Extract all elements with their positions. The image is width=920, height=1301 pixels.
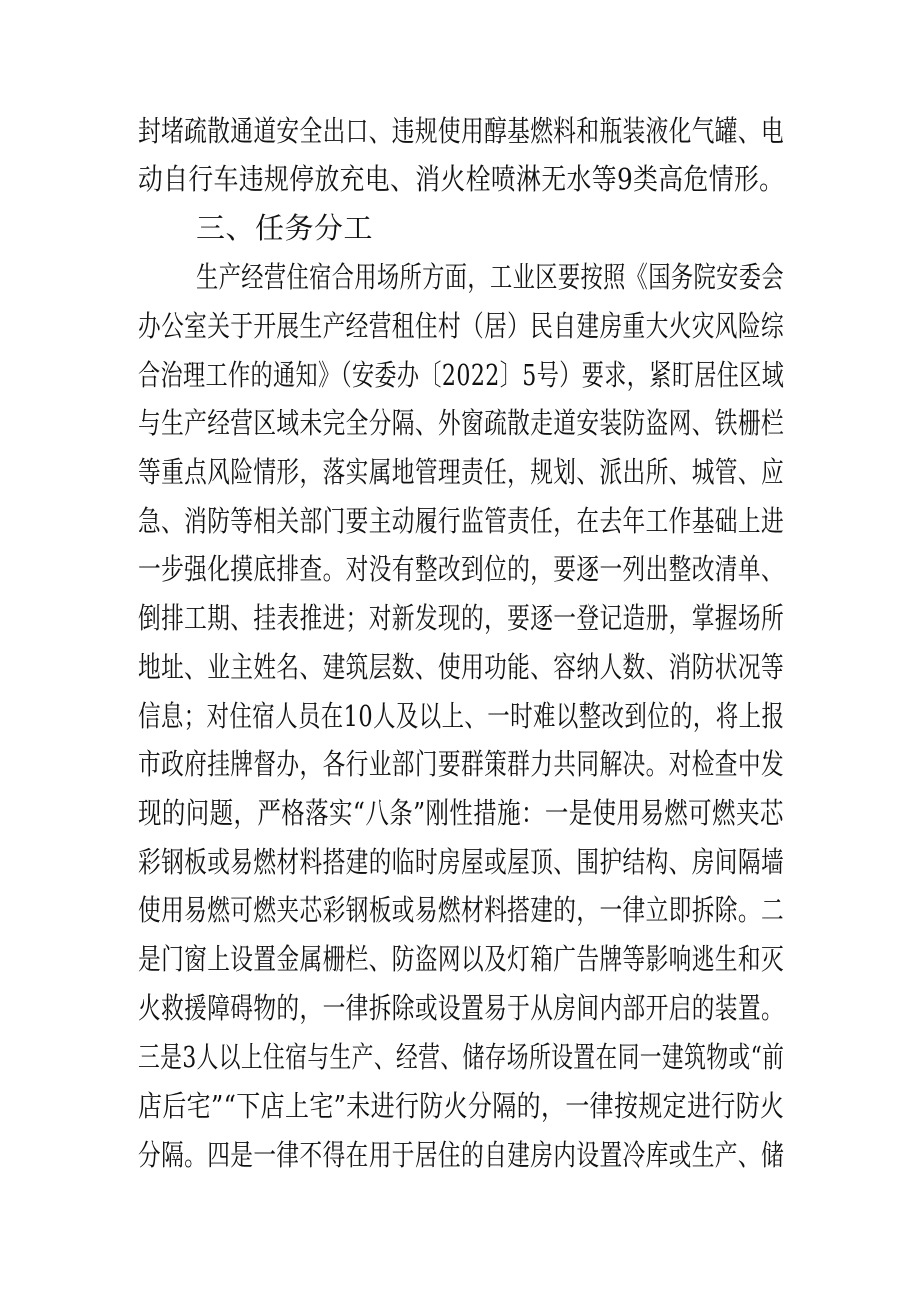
paragraph-line: 三是3人以上住宿与生产、经营、储存场所设置在同一建筑物或“前 bbox=[138, 1040, 785, 1074]
paragraph-line: 等重点风险情形，落实属地管理责任，规划、派出所、城管、应 bbox=[138, 455, 785, 489]
paragraph-line: 动自行车违规停放充电、消火栓喷淋无水等9类高危情形。 bbox=[138, 162, 785, 196]
paragraph-line: 火救援障碍物的，一律拆除或设置易于从房间内部开启的装置。 bbox=[138, 991, 785, 1025]
paragraph-line: 与生产经营区域未完全分隔、外窗疏散走道安装防盗网、铁栅栏 bbox=[138, 406, 785, 440]
paragraph-line: 生产经营住宿合用场所方面，工业区要按照《国务院安委会 bbox=[196, 260, 784, 294]
paragraph-line: 市政府挂牌督办，各行业部门要群策群力共同解决。对检查中发 bbox=[138, 747, 785, 781]
paragraph-line: 彩钢板或易燃材料搭建的临时房屋或屋顶、围护结构、房间隔墙 bbox=[138, 845, 785, 879]
paragraph-line: 信息；对住宿人员在10人及以上、一时难以整改到位的，将上报 bbox=[138, 699, 785, 733]
paragraph-line: 使用易燃可燃夹芯彩钢板或易燃材料搭建的，一律立即拆除。二 bbox=[138, 893, 785, 927]
paragraph-line: 地址、业主姓名、建筑层数、使用功能、容纳人数、消防状况等 bbox=[138, 650, 785, 684]
paragraph-line: 合治理工作的通知》（安委办〔2022〕5号）要求，紧盯居住区域 bbox=[138, 358, 785, 392]
paragraph-line: 封堵疏散通道安全出口、违规使用醇基燃料和瓶装液化气罐、电 bbox=[138, 114, 785, 148]
paragraph-line: 倒排工期、挂表推进；对新发现的，要逐一登记造册，掌握场所 bbox=[138, 601, 785, 635]
paragraph-line: 急、消防等相关部门要主动履行监管责任，在去年工作基础上进 bbox=[138, 504, 785, 538]
paragraph-line: 现的问题，严格落实“八条”刚性措施：一是使用易燃可燃夹芯 bbox=[138, 796, 784, 830]
paragraph-line: 分隔。四是一律不得在用于居住的自建房内设置冷库或生产、储 bbox=[138, 1138, 785, 1172]
paragraph-line: 店后宅”“下店上宅”未进行防火分隔的，一律按规定进行防火 bbox=[138, 1089, 785, 1123]
paragraph-line: 一步强化摸底排查。对没有整改到位的，要逐一列出整改清单、 bbox=[138, 552, 785, 586]
paragraph-line: 办公室关于开展生产经营租住村（居）民自建房重大火灾风险综 bbox=[138, 309, 785, 343]
paragraph-line: 是门窗上设置金属栅栏、防盗网以及灯箱广告牌等影响逃生和灭 bbox=[138, 942, 785, 976]
section-heading: 三、任务分工 bbox=[196, 211, 374, 245]
